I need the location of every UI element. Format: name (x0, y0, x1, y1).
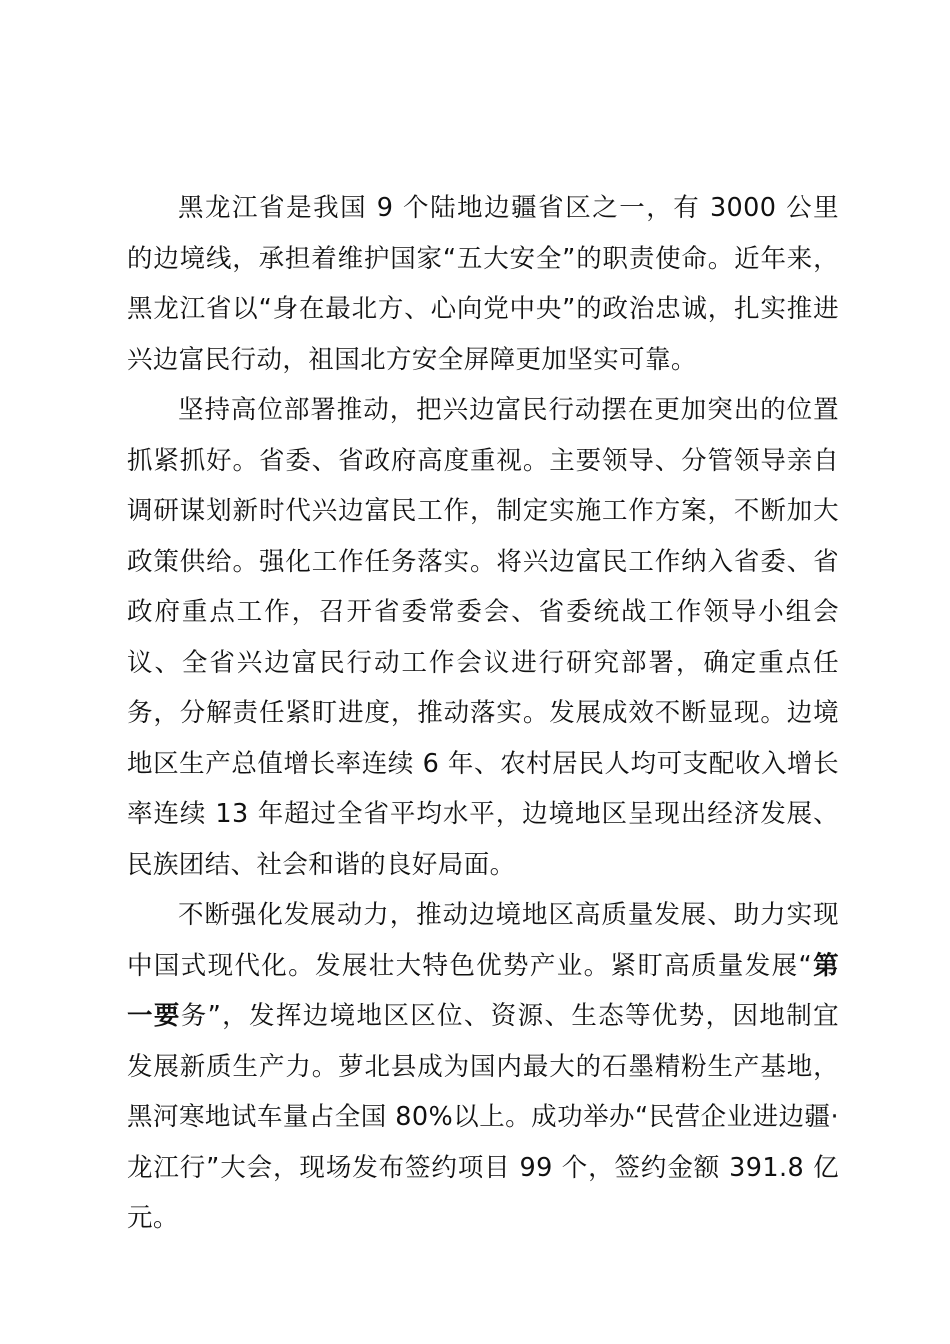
paragraph-border-overview (127, 183, 839, 385)
paragraph-text: 坚持高位部署推动，把兴边富民行动摆在更加突出的位置抓紧抓好。省委、省政府高度重视。主要领导、分管领导亲自调研谋划新时代兴边富民工作，制定实施工作方案，不断加大政策供给。强化工作任务落实。将兴边富民工作纳入省委、省政府重点工作，召开省委常委会、省委统战工作领导小组会议、全省兴边富民行动工作会议进行研究部署，确定重点任务，分解责任紧盯进度，推动落实。发展成效不断显现。边境地区生产总值增长率连续 6 年、农村居民人均可支配收入增长率连续 13 年超过全省平均水平，边境地区呈现出经济发展、民族团结、社会和谐的良好局面。 (127, 395, 839, 880)
paragraph-text: 黑龙江省是我国 9 个陆地边疆省区之一，有 3000 公里的边境线，承担着维护国家“五大安全”的职责使命。近年来，黑龙江省以“身在最北方、心向党中央”的政治忠诚，扎实推进兴边富民行动，祖国北方安全屏障更加坚实可靠。 (127, 193, 839, 375)
paragraph-text: 务”，发挥边境地区区位、资源、生态等优势，因地制宜发展新质生产力。萝北县成为国内最大的石墨精粉生产基地，黑河寒地试车量占全国 80%以上。成功举办“民营企业进边疆·龙江行”大会，现场发布签约项目 99 个，签约金额 391.8 亿元。 (127, 1001, 839, 1233)
paragraph-deployment (127, 385, 839, 890)
paragraph-development (127, 890, 839, 1244)
paragraph-text: 不断强化发展动力，推动边境地区高质量发展、助力实现中国式现代化。发展壮大特色优势产业。紧盯高质量发展“ (127, 900, 839, 981)
bold-emphasis-text: 第一要 (127, 950, 839, 1031)
document-body (127, 183, 839, 1244)
